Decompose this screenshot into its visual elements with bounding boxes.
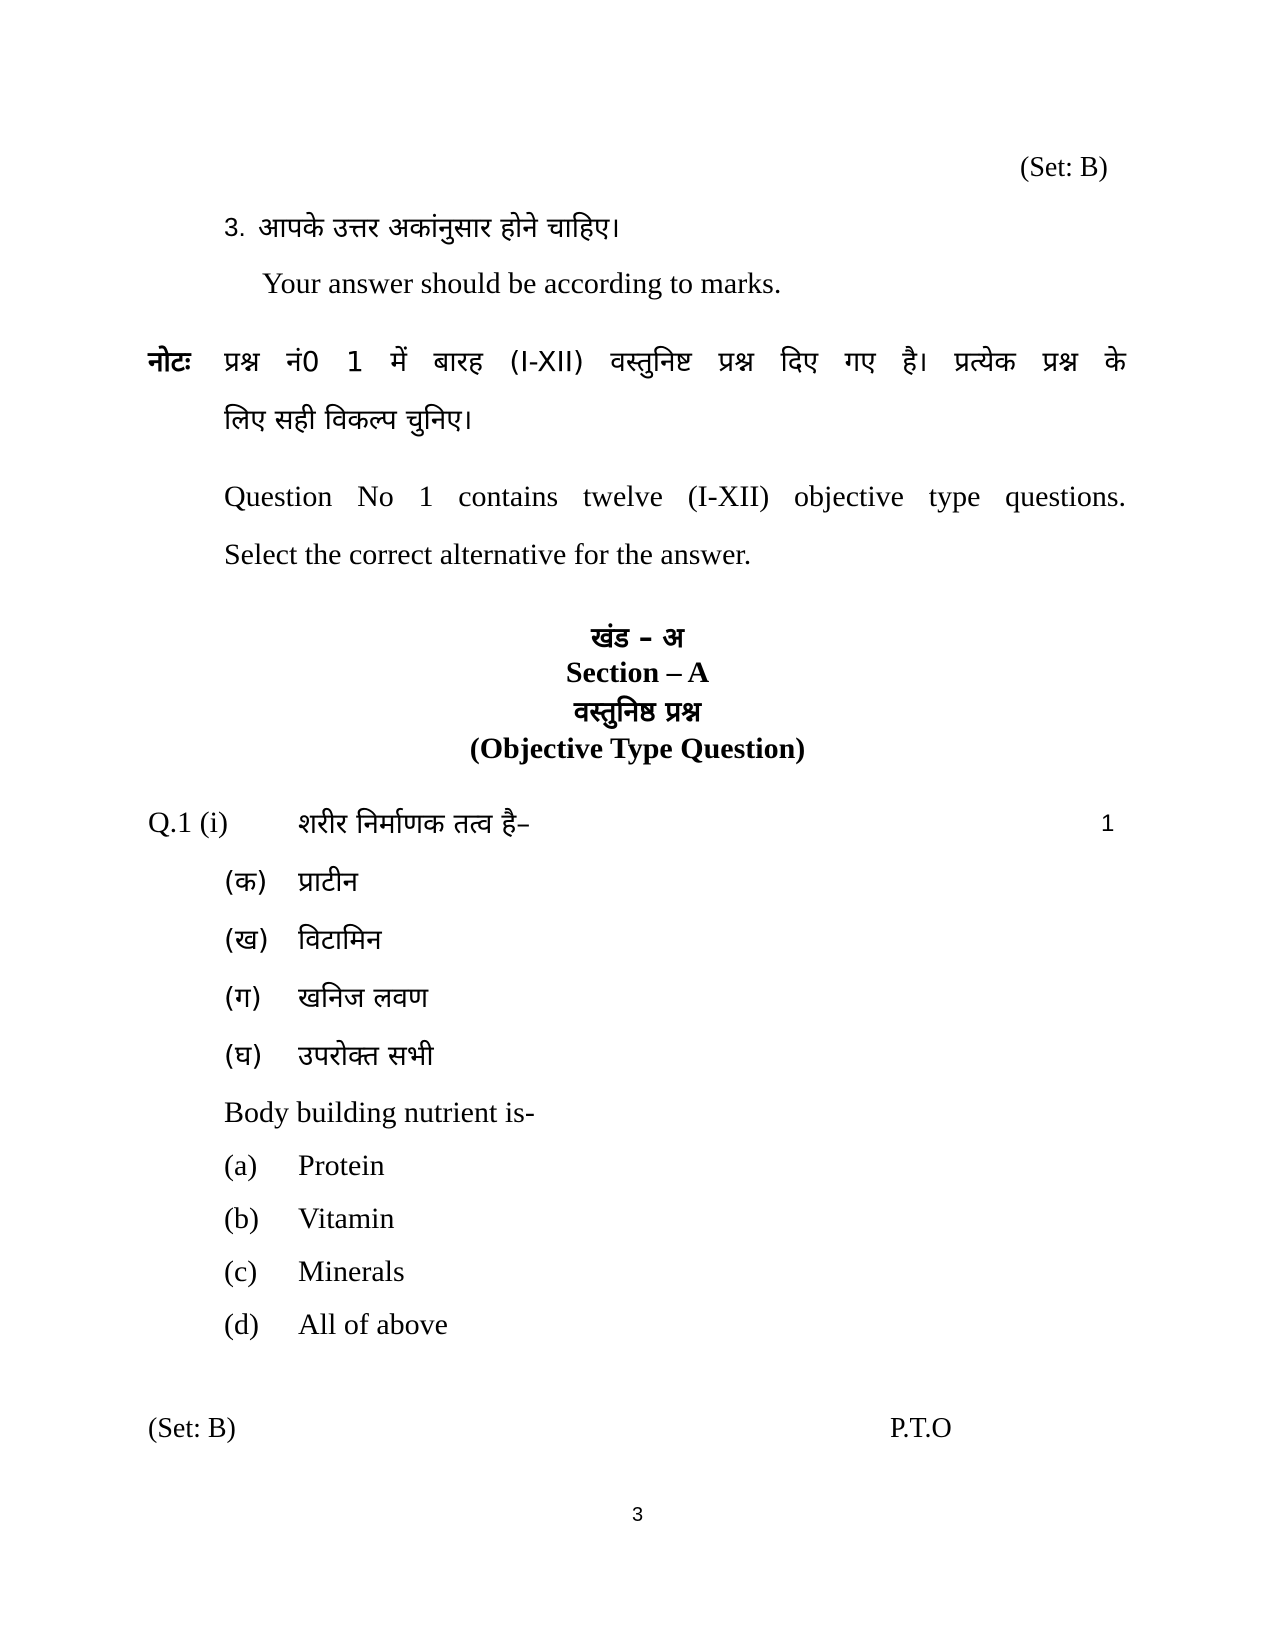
- hindi-option-label: (ग): [224, 981, 262, 1014]
- hindi-option-label: (ख): [224, 923, 269, 956]
- english-option-label: (a): [224, 1149, 258, 1182]
- instruction-number: 3.: [224, 212, 246, 242]
- hindi-option-label: (क): [224, 865, 268, 898]
- question-hindi-text: शरीर निर्माणक तत्व है–: [298, 807, 531, 840]
- set-label-bottom: (Set: B): [148, 1413, 236, 1444]
- note-english-line2: Select the correct alternative for the answer.: [224, 538, 752, 571]
- hindi-option-text: उपरोक्त सभी: [298, 1039, 434, 1072]
- pto-label: P.T.O: [890, 1413, 952, 1444]
- note-english-line1: Question No 1 contains twelve (I-XII) objective type questions.: [224, 480, 1126, 513]
- section-english-title: Section – A: [565, 656, 710, 689]
- note-label: नोटः: [148, 345, 191, 378]
- page-number: 3: [631, 1504, 644, 1526]
- question-english-text: Body building nutrient is-: [224, 1096, 535, 1129]
- hindi-option-text: खनिज लवण: [298, 981, 429, 1014]
- english-option-text: All of above: [298, 1308, 448, 1341]
- question-marks: 1: [1101, 810, 1115, 837]
- hindi-option-text: विटामिन: [298, 923, 382, 956]
- english-option-text: Vitamin: [298, 1202, 395, 1235]
- english-option-text: Protein: [298, 1149, 385, 1182]
- hindi-option-label: (घ): [224, 1039, 263, 1072]
- note-hindi-line1: प्रश्न नं0 1 में बारह (I-XII) वस्तुनिष्ट प्रश्न दिए गए है। प्रत्येक प्रश्न के: [224, 345, 1126, 378]
- english-option-label: (d): [224, 1308, 259, 1341]
- instruction-english: Your answer should be according to marks.: [262, 267, 782, 300]
- instruction-hindi: आपके उत्तर अकांनुसार होने चाहिए।: [258, 211, 620, 244]
- section-hindi-subtitle: वस्तुनिष्ठ प्रश्न: [573, 695, 702, 728]
- english-option-label: (c): [224, 1255, 258, 1288]
- english-option-label: (b): [224, 1202, 259, 1235]
- english-option-text: Minerals: [298, 1255, 405, 1288]
- question-number: Q.1 (i): [148, 806, 228, 839]
- note-hindi-line2: लिए सही विकल्प चुनिए।: [224, 403, 473, 436]
- set-label-top: (Set: B): [1020, 152, 1108, 183]
- section-english-subtitle: (Objective Type Question): [469, 732, 806, 765]
- section-hindi-title: खंड – अ: [591, 621, 684, 654]
- hindi-option-text: प्राटीन: [298, 865, 359, 898]
